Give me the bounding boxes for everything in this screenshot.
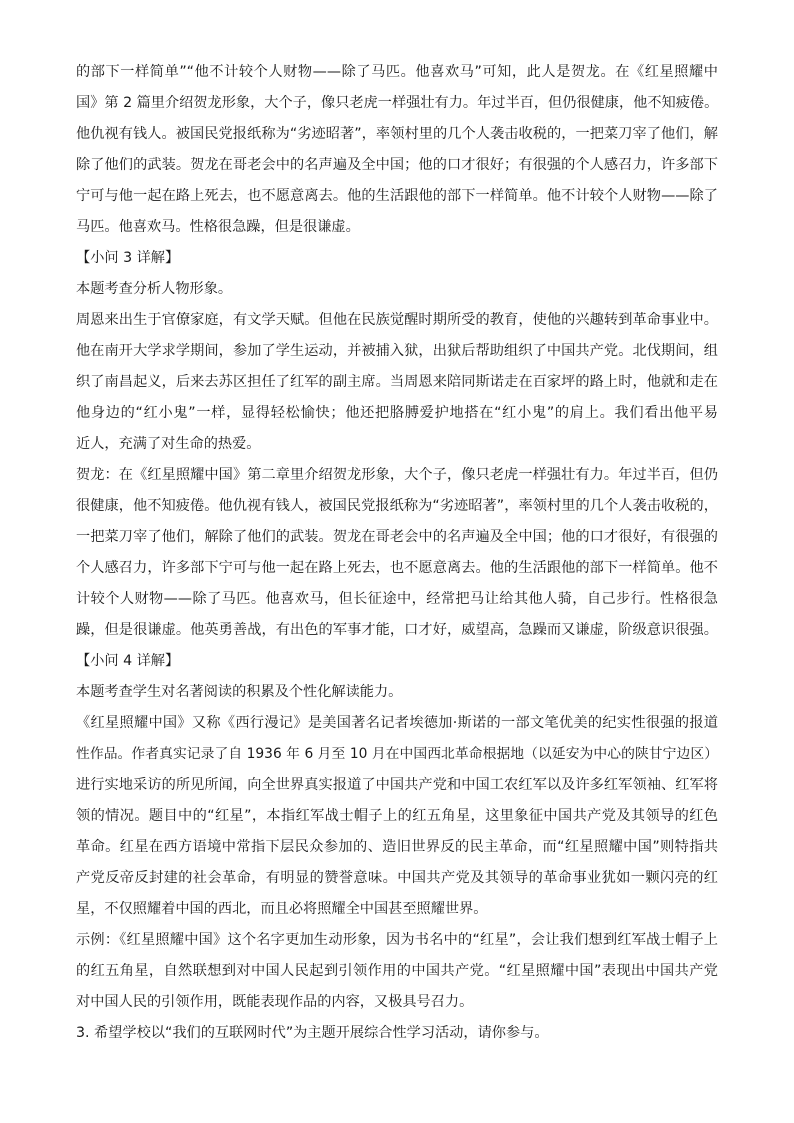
section-heading: 【小问 4 详解】 xyxy=(76,653,180,669)
text-line: 《红星照耀中国》又称《西行漫记》是美国著名记者埃德加·斯诺的一部文笔优美的纪实性很强的报道 xyxy=(76,715,718,731)
text-line: 很健康，他不知疲倦。他仇视有钱人，被国民党报纸称为“劣迹昭著”，率领村里的几个人袭击收税的， xyxy=(76,498,718,514)
text-line: 宁可与他一起在路上死去，也不愿意离去。他的生活跟他的部下一样简单。他不计较个人财物——除了 xyxy=(76,188,718,204)
text-line: 领的情况。题目中的“红星”，本指红军战士帽子上的红五角星，这里象征中国共产党及其领导的红色 xyxy=(76,808,718,824)
text-line: 一把菜刀宰了他们，解除了他们的武装。贺龙在哥老会中的名声遍及全中国；他的口才很好，有很强的 xyxy=(76,529,718,545)
text-line: 贺龙：在《红星照耀中国》第二章里介绍贺龙形象，大个子，像只老虎一样强壮有力。年过半百，但仍 xyxy=(76,467,718,483)
text-line: 个人感召力，许多部下宁可与他一起在路上死去，也不愿意离去。他的生活跟他的部下一样简单。他不 xyxy=(76,560,718,576)
question-line: 3. 希望学校以“我们的互联网时代”为主题开展综合性学习活动，请你参与。 xyxy=(76,1025,549,1041)
text-line: 的红五角星，自然联想到对中国人民起到引领作用的中国共产党。“红星照耀中国”表现出中国共产党 xyxy=(76,963,718,979)
text-line: 革命。红星在西方语境中常指下层民众参加的、造旧世界反的民主革命，而“红星照耀中国”则特指共 xyxy=(76,839,718,855)
text-line: 织了南昌起义，后来去苏区担任了红军的副主席。当周恩来陪同斯诺走在百家坪的路上时，他就和走在 xyxy=(76,374,718,390)
text-line: 马匹。他喜欢马。性格很急躁，但是很谦虚。 xyxy=(76,219,360,235)
text-line: 性作品。作者真实记录了自 1936 年 6 月至 10 月在中国西北革命根据地（以延安为中心的陕甘宁边区） xyxy=(76,746,718,762)
text-line: 他身边的“红小鬼”一样，显得轻松愉快；他还把胳膊爱护地搭在“红小鬼”的肩上。我们看出他平易 xyxy=(76,405,718,421)
text-line: 示例：《红星照耀中国》这个名字更加生动形象，因为书名中的“红星”，会让我们想到红军战士帽子上 xyxy=(76,932,718,948)
text-line: 本题考查学生对名著阅读的积累及个性化解读能力。 xyxy=(76,684,403,700)
section-heading: 【小问 3 详解】 xyxy=(76,250,180,266)
text-line: 国》第 2 篇里介绍贺龙形象，大个子，像只老虎一样强壮有力。年过半百，但仍很健康，他不知疲倦。 xyxy=(76,95,718,111)
text-line: 产党反帝反封建的社会革命，有明显的赞誉意味。中国共产党及其领导的革命事业犹如一颗闪亮的红 xyxy=(76,870,718,886)
text-line: 躁，但是很谦虚。他英勇善战，有出色的军事才能，口才好，威望高，急躁而又谦虚，阶级意识很强。 xyxy=(76,622,718,638)
text-line: 进行实地采访的所见所闻，向全世界真实报道了中国共产党和中国工农红军以及许多红军领袖、红军将 xyxy=(76,777,718,793)
text-line: 他仇视有钱人。被国民党报纸称为“劣迹昭著”，率领村里的几个人袭击收税的，一把菜刀宰了他们，解 xyxy=(76,126,718,142)
text-line: 周恩来出生于官僚家庭，有文学天赋。但他在民族觉醒时期所受的教育，使他的兴趣转到革命事业中。 xyxy=(76,312,718,328)
text-line: 他在南开大学求学期间，参加了学生运动，并被捕入狱，出狱后帮助组织了中国共产党。北伐期间，组 xyxy=(76,343,718,359)
text-line: 的部下一样简单”“他不计较个人财物——除了马匹。他喜欢马”可知，此人是贺龙。在《红星照耀中 xyxy=(76,64,718,80)
text-line: 除了他们的武装。贺龙在哥老会中的名声遍及全中国；他的口才很好；有很强的个人感召力，许多部下 xyxy=(76,157,718,173)
text-line: 本题考查分析人物形象。 xyxy=(76,281,233,297)
text-line: 对中国人民的引领作用，既能表现作品的内容，又极具号召力。 xyxy=(76,994,474,1010)
text-line: 近人，充满了对生命的热爱。 xyxy=(76,436,261,452)
text-line: 星，不仅照耀着中国的西北，而且必将照耀全中国甚至照耀世界。 xyxy=(76,901,488,917)
text-line: 计较个人财物——除了马匹。他喜欢马，但长征途中，经常把马让给其他人骑，自己步行。性格很急 xyxy=(76,591,718,607)
